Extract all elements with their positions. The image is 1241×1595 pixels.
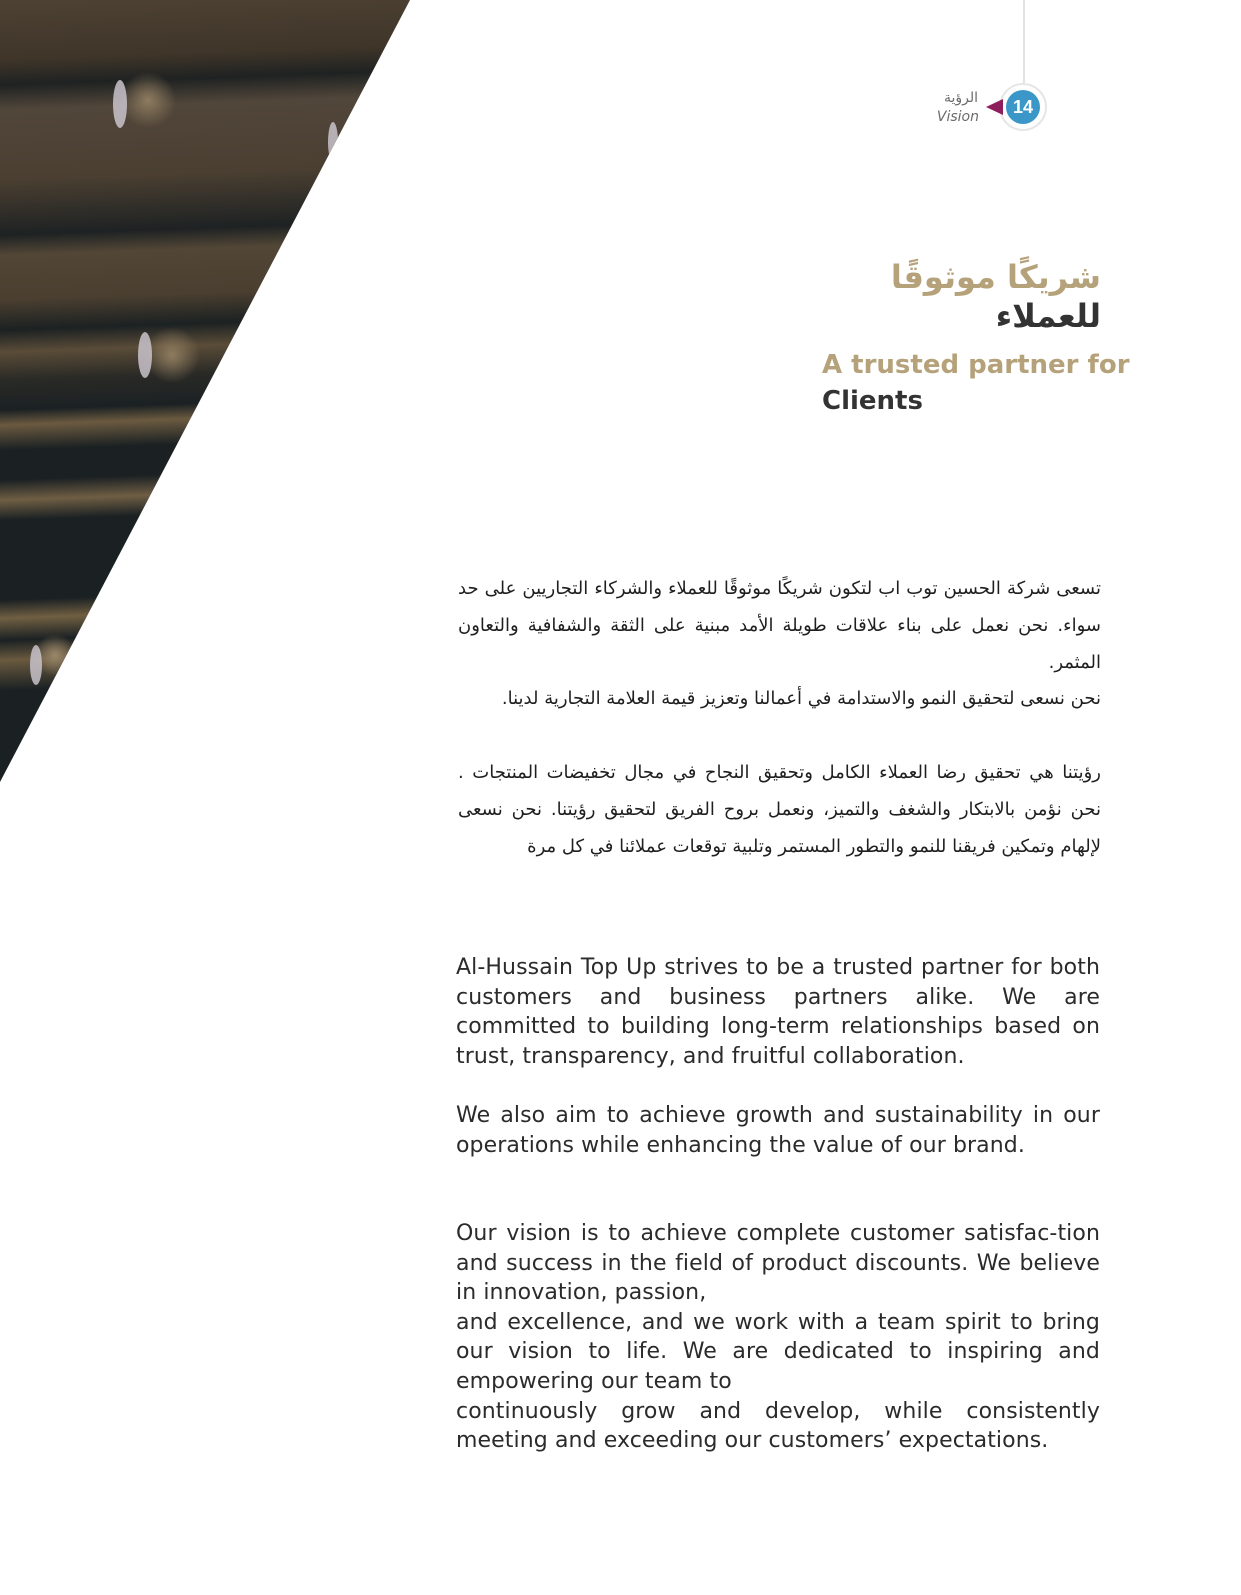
header-divider-line	[1023, 0, 1025, 84]
water-droplet	[138, 332, 152, 378]
title-arabic-line2: للعملاء	[995, 297, 1101, 335]
arabic-paragraph-1: تسعى شركة الحسين توب اب لتكون شريكًا موثوقًا للعملاء والشركاء التجاريين على حد سواء. نحن نعمل على بناء علاقات طويلة الأمد مبنية على الثقة والشفافية والتعاون المثمر.	[458, 578, 1101, 673]
arrow-left-icon	[986, 99, 1003, 115]
section-label-arabic: الرؤية	[943, 90, 978, 106]
english-paragraph-3-part1: Our vision is to achieve complete customer satisfac-tion and success in the field of product discounts. We believe in innovation, passion,	[456, 1221, 1100, 1306]
water-droplet	[113, 80, 127, 128]
english-paragraph-3	[456, 1219, 1100, 1456]
page-number-badge: 14	[1006, 90, 1040, 124]
english-paragraph-3-part3: continuously grow and develop, while consistently meeting and exceeding our customers’ expectations.	[456, 1398, 1100, 1454]
title-english-line2: Clients	[822, 386, 923, 416]
english-paragraph-2-text: We also aim to achieve growth and sustainability in our operations while enhancing the value of our brand.	[456, 1103, 1100, 1158]
english-paragraph-1-text: Al-Hussain Top Up strives to be a trusted partner for both customers and business partners alike. We are committed to building long-term relationships based on trust, transparency, and fruitful collaboration.	[456, 955, 1100, 1069]
english-paragraph-2	[456, 1101, 1100, 1160]
english-paragraph-1	[456, 953, 1100, 1071]
decorative-photo	[0, 0, 410, 790]
arabic-paragraph-2: نحن نسعى لتحقيق النمو والاستدامة في أعمالنا وتعزيز قيمة العلامة التجارية لدينا.	[501, 688, 1101, 709]
title-arabic-line1: شريكًا موثوقًا	[890, 258, 1101, 296]
title-english-line1: A trusted partner for	[822, 350, 1130, 380]
water-droplet	[30, 645, 42, 685]
water-droplet	[328, 122, 338, 162]
section-label-english: Vision	[936, 109, 979, 125]
arabic-paragraph-3: رؤيتنا هي تحقيق رضا العملاء الكامل وتحقيق النجاح في مجال تخفيضات المنتجات . نحن نؤمن بالابتكار والشغف والتميز، ونعمل بروح الفريق لتحقيق رؤيتنا. نحن نسعى لإلهام وتمكين فريقنا للنمو والتطور المستمر وتلبية توقعات عملائنا في كل مرة	[458, 762, 1101, 857]
english-paragraph-3-part2: and excellence, and we work with a team spirit to bring our vision to life. We are dedicated to inspiring and empowering our team to	[456, 1309, 1100, 1394]
